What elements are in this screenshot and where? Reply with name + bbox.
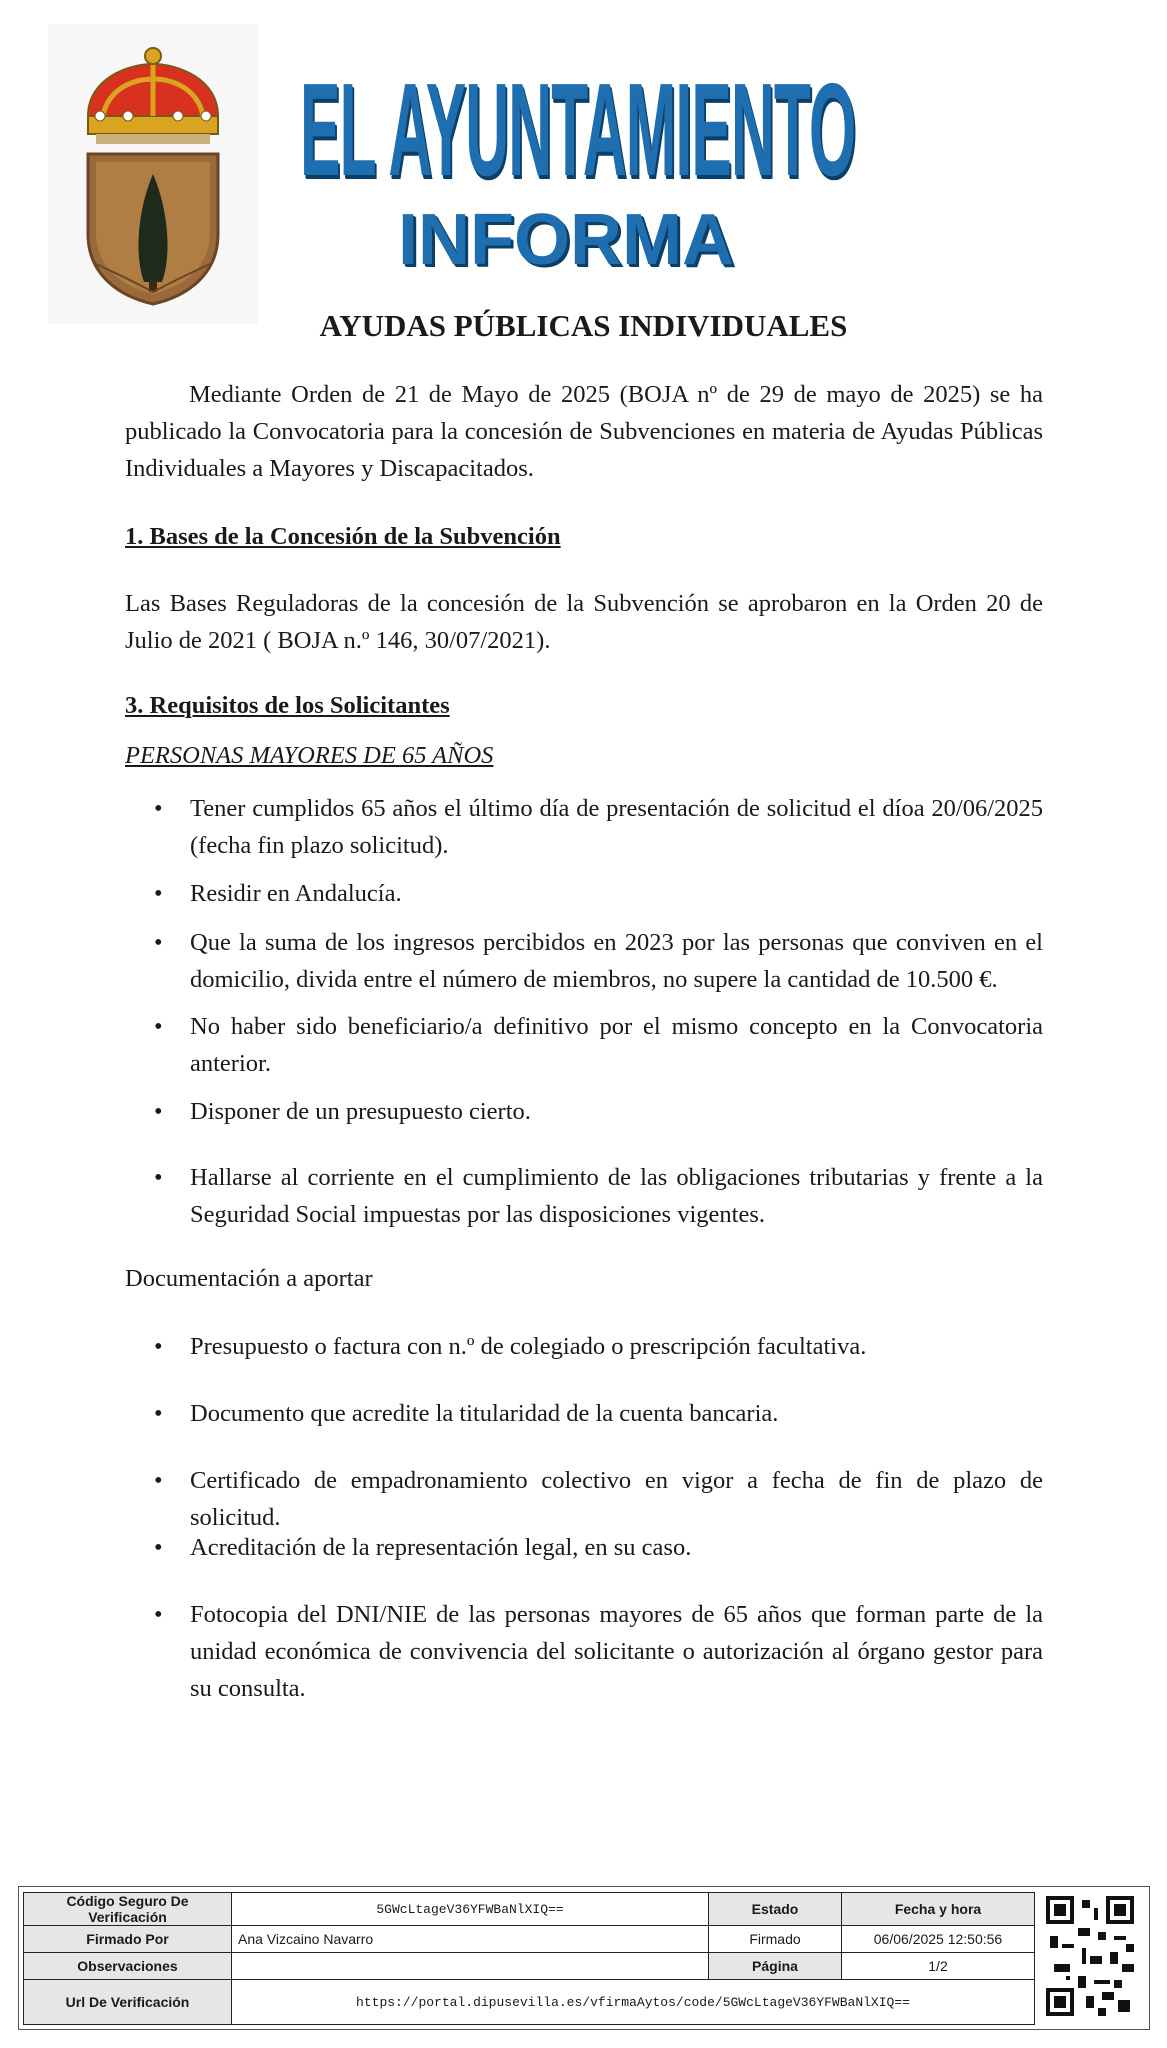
observations-label: Observaciones	[24, 1953, 232, 1980]
datetime-value: 06/06/2025 12:50:56	[842, 1926, 1035, 1953]
bullet-icon: •	[154, 795, 163, 822]
list-item	[125, 1093, 1043, 1130]
bullet-icon: •	[154, 1333, 163, 1360]
bullet-icon: •	[154, 1013, 163, 1040]
document-title: AYUDAS PÚBLICAS INDIVIDUALES	[319, 308, 848, 343]
documentation-text: Certificado de empadronamiento colectivo en vigor a fecha de fin de plazo de solicitud.	[190, 1467, 1043, 1531]
list-item	[125, 1395, 1043, 1432]
bullet-icon: •	[154, 929, 163, 956]
section-3-heading: 3. Requisitos de los Solicitantes	[125, 692, 450, 719]
requirement-text: Que la suma de los ingresos percibidos en 2023 por las personas que conviven en el domicilio, divida entre el número de miembros, no supere la cantidad de 10.500 €.	[190, 929, 1043, 993]
bullet-icon: •	[154, 1534, 163, 1561]
requirement-text: Tener cumplidos 65 años el último día de presentación de solicitud el díoa 20/06/2025 (fecha fin plazo solicitud).	[190, 795, 1043, 859]
url-label: Url De Verificación	[24, 1980, 232, 2025]
list-item	[125, 1529, 1043, 1566]
signature-table	[23, 1892, 1035, 2025]
section-1-heading: 1. Bases de la Concesión de la Subvención	[125, 523, 561, 550]
documentation-text: Presupuesto o factura con n.º de colegiado o prescripción facultativa.	[190, 1333, 867, 1360]
qr-code-icon[interactable]	[1042, 1892, 1138, 2020]
verification-url[interactable]: https://portal.dipusevilla.es/vfirmaAytos/code/5GWcLtageV36YFWBaNlXIQ==	[232, 1980, 1035, 2025]
list-item	[125, 790, 1043, 864]
intro-paragraph: Mediante Orden de 21 de Mayo de 2025 (BOJA nº de 29 de mayo de 2025) se ha publicado la Convocatoria para la concesión de Subvenciones en materia de Ayudas Públicas Individuales a Mayores y Discapacitados.	[125, 381, 1043, 482]
bullet-icon: •	[154, 1164, 163, 1191]
bullet-icon: •	[154, 1098, 163, 1125]
requirement-text: Residir en Andalucía.	[190, 880, 402, 907]
page-label: Página	[709, 1953, 842, 1980]
list-item	[125, 875, 1043, 912]
municipal-crest	[48, 24, 258, 324]
list-item	[125, 1462, 1043, 1536]
signed-by-label: Firmado Por	[24, 1926, 232, 1953]
signed-by-value: Ana Vizcaino Navarro	[232, 1926, 709, 1953]
state-value: Firmado	[709, 1926, 842, 1953]
header-subtitle: INFORMA	[398, 200, 734, 280]
csv-value: 5GWcLtageV36YFWBaNlXIQ==	[232, 1893, 709, 1926]
list-item	[125, 1328, 1043, 1365]
requirement-text: No haber sido beneficiario/a definitivo por el mismo concepto en la Convocatoria anterior.	[190, 1013, 1043, 1077]
bullet-icon: •	[154, 1467, 163, 1494]
list-item	[125, 1159, 1043, 1233]
datetime-label: Fecha y hora	[842, 1893, 1035, 1926]
crest-emblem-icon	[48, 24, 258, 324]
csv-label: Código Seguro De Verificación	[24, 1893, 232, 1926]
documentation-text: Documento que acredite la titularidad de la cuenta bancaria.	[190, 1400, 779, 1427]
page-value: 1/2	[842, 1953, 1035, 1980]
documentation-text: Acreditación de la representación legal, en su caso.	[190, 1534, 692, 1561]
bullet-icon: •	[154, 1601, 163, 1628]
header-title: EL AYUNTAMIENTO	[300, 56, 856, 203]
documentation-text: Fotocopia del DNI/NIE de las personas mayores de 65 años que forman parte de la unidad económica de convivencia del solicitante o autorización al órgano gestor para su consulta.	[190, 1601, 1043, 1702]
list-item	[125, 1596, 1043, 1707]
requirement-text: Disponer de un presupuesto cierto.	[190, 1098, 531, 1125]
observations-value	[232, 1953, 709, 1980]
list-item	[125, 924, 1043, 998]
state-label: Estado	[709, 1893, 842, 1926]
section-1-paragraph: Las Bases Reguladoras de la concesión de la Subvención se aprobaron en la Orden 20 de Julio de 2021 ( BOJA n.º 146, 30/07/2021).	[125, 590, 1043, 654]
documentation-heading: Documentación a aportar	[125, 1265, 373, 1292]
bullet-icon: •	[154, 880, 163, 907]
requirement-text: Hallarse al corriente en el cumplimiento de las obligaciones tributarias y frente a la Seguridad Social impuestas por las disposiciones vigentes.	[190, 1164, 1043, 1228]
section-3-subheading: PERSONAS MAYORES DE 65 AÑOS	[125, 742, 494, 769]
list-item	[125, 1008, 1043, 1082]
bullet-icon: •	[154, 1400, 163, 1427]
